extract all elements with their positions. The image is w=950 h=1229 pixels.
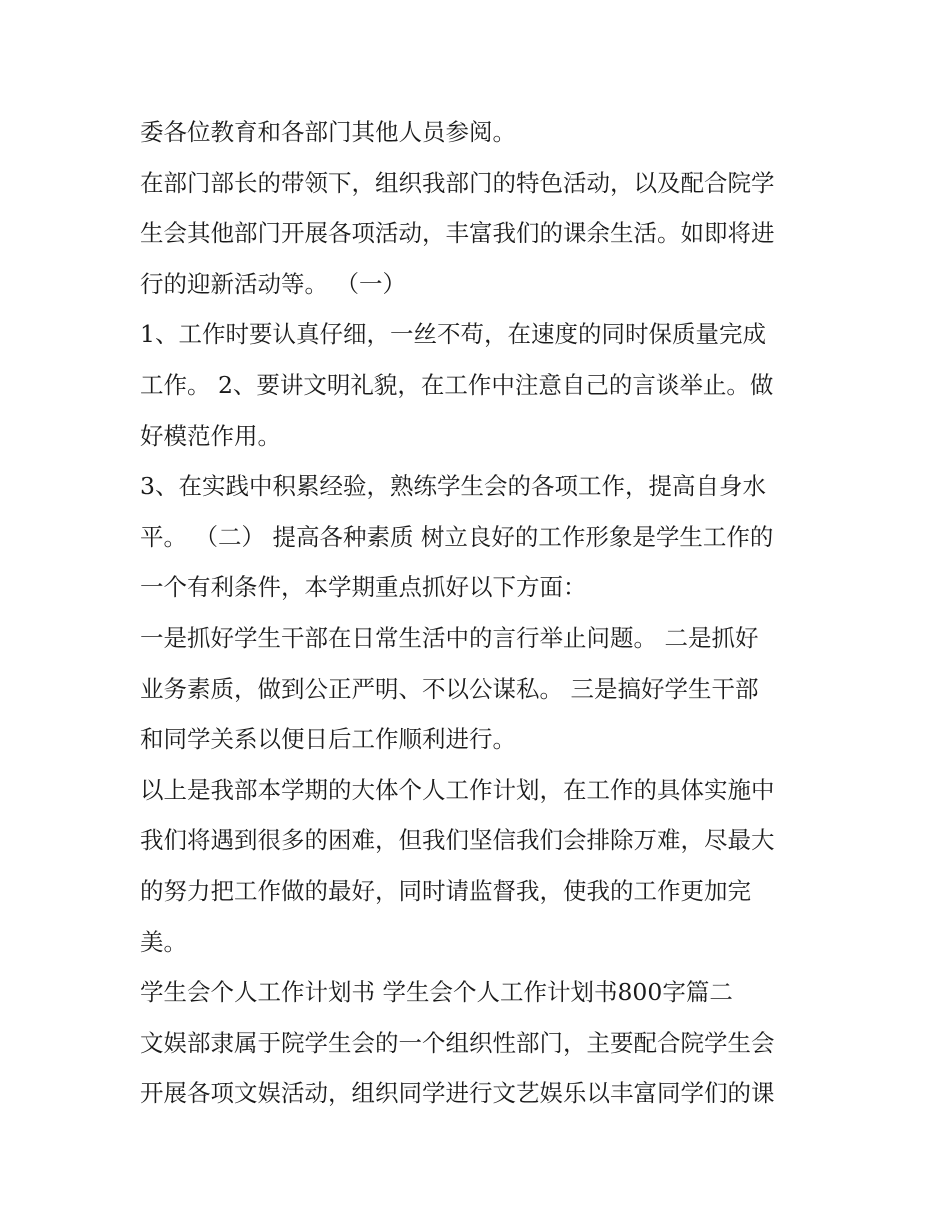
text-line: 好模范作用。 bbox=[140, 421, 281, 450]
text-line: 业务素质，做到公正严明、不以公谋私。 三是搞好学生干部 bbox=[140, 674, 759, 703]
text-line: 工作。 2、要讲文明礼貌，在工作中注意自己的言谈举止。做 bbox=[140, 370, 774, 399]
text-line: 3、在实践中积累经验，熟练学生会的各项工作，提高自身水 bbox=[140, 472, 766, 501]
text-line: 一是抓好学生干部在日常生活中的言行举止问题。 二是抓好 bbox=[140, 623, 759, 652]
text-line: 一个有利条件，本学期重点抓好以下方面： bbox=[140, 573, 587, 602]
text-line: 1、工作时要认真仔细，一丝不苟，在速度的同时保质量完成 bbox=[140, 320, 766, 349]
text-line: 委各位教育和各部门其他人员参阅。 bbox=[140, 118, 516, 146]
text-line: 在部门部长的带领下，组织我部门的特色活动，以及配合院学 bbox=[140, 168, 775, 197]
section-title: 学生会个人工作计划书 学生会个人工作计划书800字篇二 bbox=[140, 978, 733, 1007]
text-line: 和同学关系以便日后工作顺利进行。 bbox=[140, 725, 516, 754]
text-line: 文娱部隶属于院学生会的一个组织性部门，主要配合院学生会 bbox=[140, 1028, 775, 1057]
text-line: 生会其他部门开展各项活动，丰富我们的课余生活。如即将进 bbox=[140, 219, 775, 248]
text-line: 平。 （二） 提高各种素质 树立良好的工作形象是学生工作的 bbox=[140, 522, 774, 551]
text-line: 以上是我部本学期的大体个人工作计划，在工作的具体实施中 bbox=[140, 775, 775, 804]
text-line: 开展各项文娱活动，组织同学进行文艺娱乐以丰富同学们的课 bbox=[140, 1079, 775, 1108]
document-body bbox=[140, 107, 820, 1119]
text-line: 的努力把工作做的最好，同时请监督我，使我的工作更加完 bbox=[140, 876, 751, 905]
text-line: 我们将遇到很多的困难，但我们坚信我们会排除万难，尽最大 bbox=[140, 826, 775, 855]
text-line: 行的迎新活动等。 （一） bbox=[140, 269, 406, 298]
text-line: 美。 bbox=[140, 927, 187, 956]
